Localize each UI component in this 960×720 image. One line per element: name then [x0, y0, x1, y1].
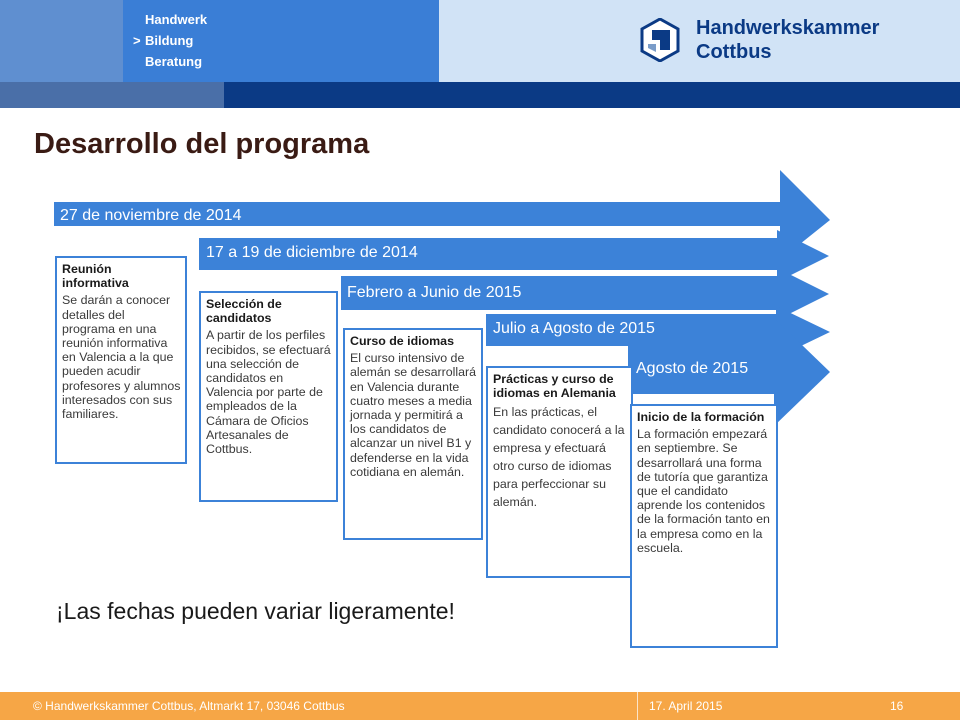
step-5-heading: Inicio de la formación: [637, 410, 765, 424]
footer-date: 17. April 2015: [649, 699, 723, 713]
step-3-date: Febrero a Junio de 2015: [347, 284, 522, 301]
step-4-heading: Prácticas y curso de idiomas en Alemania: [493, 372, 616, 401]
org-name-line1: Handwerkskammer: [696, 17, 880, 39]
header-bar-right: [224, 82, 960, 108]
header-left-panel: [0, 0, 123, 82]
nav-item-bildung[interactable]: > Bildung: [133, 30, 253, 51]
step-1-card: [55, 256, 187, 464]
step-5-date: Agosto de 2015: [636, 360, 749, 377]
org-name-line2: Cottbus: [696, 41, 772, 63]
step-4-card: [486, 366, 633, 578]
step-1-text: Se darán a conocer detalles del programa en una reunión informativa en Valencia a la que pueden acudir profesores y alumnos interesados con sus familiares.: [62, 293, 181, 422]
step-3-card: [343, 328, 483, 540]
header-nav: [133, 9, 253, 72]
header-bar-left: [0, 82, 224, 108]
nav-item-beratung[interactable]: Beratung: [145, 54, 203, 69]
step-1-date: 27 de noviembre de 2014: [60, 207, 242, 224]
step-2-text: A partir de los perfiles recibidos, se efectuará una selección de candidatos en Valencia por parte de empleados de la Cámara de Oficios Artesanales de Cottbus.: [206, 328, 331, 457]
footer-copyright: © Handwerkskammer Cottbus, Altmarkt 17, 03046 Cottbus: [33, 699, 345, 713]
nav-item-handwerk[interactable]: Handwerk: [145, 12, 208, 27]
hwk-logo-icon: [640, 18, 680, 62]
step-4-text: En las prácticas, el candidato conocerá a la empresa y efectuará otro curso de idiomas para perfeccionar su alemán.: [493, 405, 625, 510]
step-2-heading: Selección de candidatos: [206, 297, 282, 326]
footer-page-number: 16: [890, 699, 904, 713]
org-name: [696, 16, 879, 64]
step-5-text: La formación empezará en septiembre. Se desarrollará una forma de tutoría que garantiza que el candidato aprende los contenidos de la formación tanto en la empresa como en la escuela.: [637, 427, 770, 555]
footer-bar: [0, 692, 960, 720]
footer-divider: [637, 692, 638, 720]
step-4-date: Julio a Agosto de 2015: [493, 320, 655, 337]
step-1-heading: Reunión informativa: [62, 262, 129, 291]
step-3-heading: Curso de idiomas: [350, 334, 454, 348]
dates-note: ¡Las fechas pueden variar ligeramente!: [56, 598, 455, 624]
step-2-card: [199, 291, 338, 502]
step-2-date: 17 a 19 de diciembre de 2014: [206, 244, 418, 261]
step-5-card: [630, 404, 778, 648]
page-title: Desarrollo del programa: [34, 128, 370, 160]
step-3-text: El curso intensivo de alemán se desarrollará en Valencia durante cuatro meses a media jornada y permitirá a los candidatos de alcanzar un nivel B1 y defenderse en la vida cotidiana en alemán.: [350, 351, 477, 479]
